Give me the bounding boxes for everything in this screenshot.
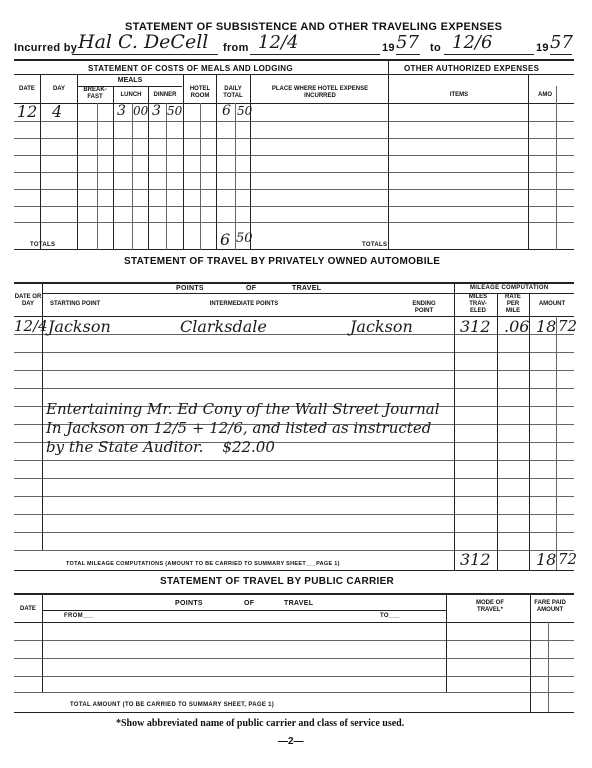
auto-row-starting: Jackson	[48, 317, 111, 336]
col-amount: AMO	[538, 92, 552, 98]
year-suffix-2: 57	[550, 32, 573, 53]
to-date-value: 12/6	[452, 32, 493, 53]
public-col-mode: MODE OF TRAVEL*	[476, 600, 504, 613]
from-label: from	[223, 42, 249, 54]
col-items: ITEMS	[449, 92, 469, 98]
public-travel-header: TRAVEL	[284, 600, 314, 607]
note-line-2: In Jackson on 12/5 + 12/6, and listed as instructed	[46, 419, 432, 437]
auto-row-date: 12/4	[14, 317, 48, 335]
mileage-total-miles: 312	[460, 550, 491, 569]
meal-row-daily-dollars: 6	[222, 103, 231, 119]
auto-points-header: POINTS	[176, 285, 204, 292]
incurred-by-value: Hal C. DeCell	[78, 31, 209, 53]
year-prefix-1: 19	[382, 42, 395, 54]
meals-section-title: STATEMENT OF COSTS OF MEALS AND LODGING	[88, 64, 293, 73]
public-to-label: TO___	[380, 613, 400, 619]
year-suffix-1: 57	[396, 32, 419, 53]
incurred-by-label: Incurred by	[14, 42, 78, 54]
auto-row-miles: 312	[460, 317, 491, 336]
mileage-total-label: TOTAL MILEAGE COMPUTATIONS (AMOUNT TO BE CARRIED TO SUMMARY SHEET___PAGE 1)	[66, 561, 340, 567]
mileage-total-dollars: 18	[536, 550, 557, 569]
col-breakfast: BREAK-FAST	[83, 87, 107, 100]
auto-col-ending: ENDING POINT	[412, 301, 436, 314]
meal-row-daily-cents: 50	[237, 104, 253, 118]
meal-row-day: 4	[52, 102, 63, 121]
meals-totals-label-right: TOTALS	[362, 242, 388, 248]
auto-col-intermediate: INTERMEDIATE POINTS	[209, 301, 279, 307]
meal-row-dinner-dollars: 3	[152, 103, 161, 119]
meal-row-dinner-cents: 50	[167, 104, 183, 118]
meals-group-label: MEALS	[117, 77, 143, 84]
public-col-fare: FARE PAID AMOUNT	[534, 600, 566, 613]
meals-total-cents: 50	[236, 231, 253, 246]
mileage-total-cents: 72	[558, 550, 578, 568]
form-title: STATEMENT OF SUBSISTENCE AND OTHER TRAVELING EXPENSES	[125, 21, 503, 33]
public-section-title: STATEMENT OF TRAVEL BY PUBLIC CARRIER	[160, 576, 395, 587]
meal-row-date: 12	[17, 102, 38, 121]
col-hotel: HOTEL ROOM	[189, 86, 211, 99]
auto-col-miles: MILES TRAV-ELED	[468, 294, 488, 314]
auto-row-rate: .06	[504, 317, 530, 336]
footnote: *Show abbreviated name of public carrier and class of service used.	[116, 718, 405, 729]
meal-row-lunch-cents: 00	[133, 104, 149, 118]
auto-travel-header: TRAVEL	[292, 285, 322, 292]
meals-total-dollars: 6	[220, 230, 231, 249]
col-daily-total: DAILY TOTAL	[223, 86, 243, 99]
col-lunch: LUNCH	[120, 92, 142, 98]
auto-col-amount: AMOUNT	[538, 301, 566, 307]
mileage-header: MILEAGE COMPUTATION	[470, 285, 549, 291]
public-from-label: FROM___	[64, 613, 94, 619]
auto-row-intermediate: Clarksdale	[180, 317, 267, 336]
other-expenses-title: OTHER AUTHORIZED EXPENSES	[404, 64, 540, 73]
auto-col-date: DATE OR DAY	[14, 294, 42, 307]
public-total-label: TOTAL AMOUNT (TO BE CARRIED TO SUMMARY SHEET, PAGE 1)	[70, 702, 275, 708]
auto-of-header: OF	[246, 285, 257, 292]
meals-totals-label: TOTALS	[30, 242, 56, 248]
from-date-value: 12/4	[258, 32, 299, 53]
note-line-3: by the State Auditor. $22.00	[46, 438, 275, 456]
meal-row-lunch-dollars: 3	[117, 103, 126, 119]
col-day: DAY	[52, 86, 66, 92]
auto-col-rate: RATE PER MILE	[505, 294, 521, 314]
note-line-1: Entertaining Mr. Ed Cony of the Wall Street Journal	[46, 400, 440, 418]
auto-row-amount-cents: 72	[558, 317, 578, 335]
col-place: PLACE WHERE HOTEL EXPENSE INCURRED	[271, 86, 369, 99]
page-number: —2—	[278, 736, 304, 747]
col-dinner: DINNER	[153, 92, 177, 98]
public-of-header: OF	[244, 600, 255, 607]
public-points-header: POINTS	[175, 600, 203, 607]
auto-col-starting: STARTING POINT	[50, 301, 101, 307]
to-label: to	[430, 42, 441, 54]
auto-section-title: STATEMENT OF TRAVEL BY PRIVATELY OWNED AUTOMOBILE	[124, 256, 441, 267]
year-prefix-2: 19	[536, 42, 549, 54]
col-date: DATE	[19, 86, 35, 92]
public-col-date: DATE	[20, 606, 36, 612]
auto-row-amount-dollars: 18	[536, 317, 557, 336]
auto-row-ending: Jackson	[350, 317, 413, 336]
